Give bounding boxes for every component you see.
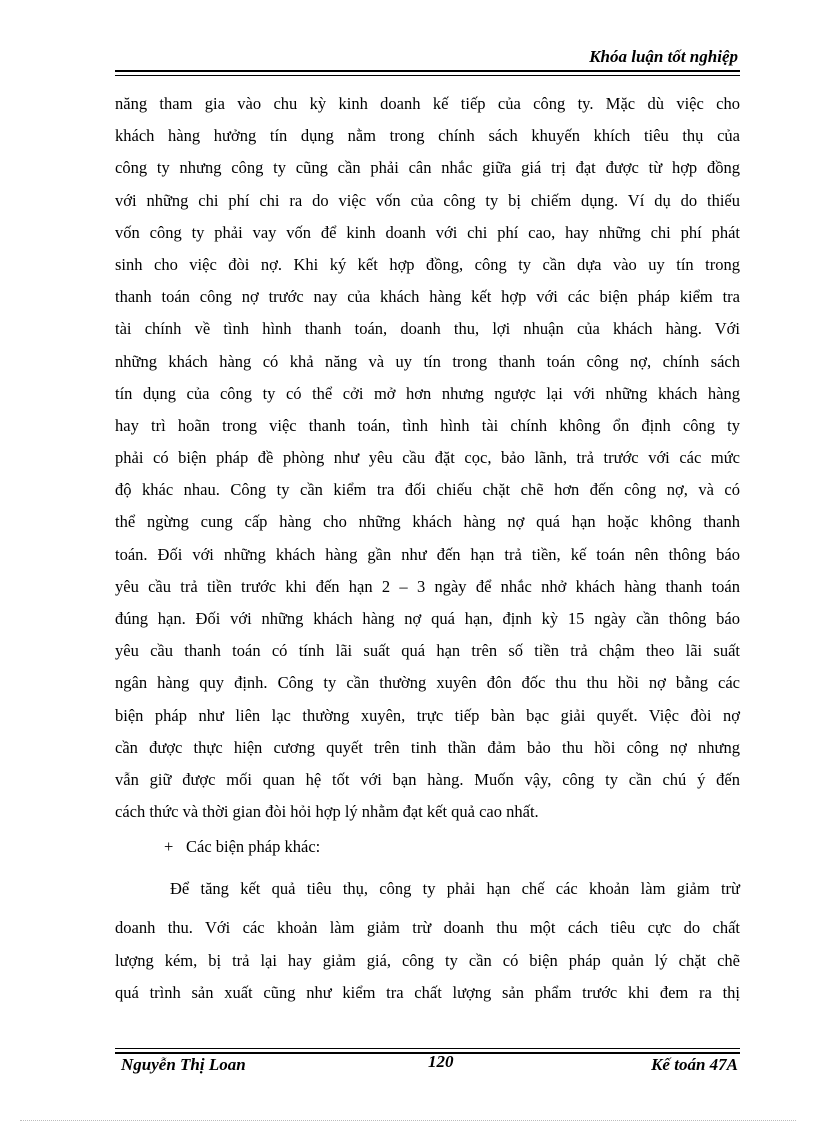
- text-line: năng tham gia vào chu kỳ kinh doanh kế tiếp của công ty. Mặc dù việc cho: [115, 94, 740, 113]
- text-line: Để tăng kết quả tiêu thụ, công ty phải hạn chế các khoản làm giảm trừ: [170, 879, 740, 899]
- text-line: yêu cầu trả tiền trước khi đến hạn 2 – 3 ngày để nhắc nhở khách hàng thanh toán: [115, 576, 740, 596]
- page-edge-divider: [20, 1120, 796, 1121]
- text-line: quá trình sản xuất cũng như kiểm tra chất lượng sản phẩm trước khi đem ra thị: [115, 982, 740, 1002]
- text-line: cách thức và thời gian đòi hỏi hợp lý nhằm đạt kết quả cao nhất.: [115, 802, 539, 822]
- page-footer: [115, 1053, 738, 1079]
- text-line: vốn công ty phải vay vốn để kinh doanh với chi phí cao, hay những chi phí phát: [115, 222, 740, 242]
- text-line: khách hàng hưởng tín dụng nằm trong chính sách khuyến khích tiêu thụ của: [115, 126, 740, 146]
- header-title: Khóa luận tốt nghiệp: [589, 47, 738, 66]
- text-line: tài chính về tình hình thanh toán, doanh thu, lợi nhuận của khách hàng. Với: [115, 319, 740, 339]
- text-line: lượng kém, bị trả lại hay giảm giá, công ty cần có biện pháp quản lý chặt chẽ: [115, 950, 740, 970]
- text-line: ngân hàng quy định. Công ty cần thường xuyên đôn đốc thu thu hồi nợ bằng các: [115, 673, 740, 693]
- bullet-text: Các biện pháp khác:: [186, 837, 321, 857]
- text-line: cần được thực hiện cương quyết trên tinh thần đảm bảo thu hồi công nợ nhưng: [115, 737, 740, 757]
- bullet-item: [115, 828, 740, 866]
- text-line: doanh thu. Với các khoản làm giảm trừ doanh thu một cách tiêu cực do chất: [115, 918, 740, 938]
- text-line: công ty nhưng công ty cũng cần phải cân nhắc giữa giá trị đạt được từ hợp đồng: [115, 158, 740, 178]
- text-line: thanh toán công nợ trước nay của khách hàng kết hợp với các biện pháp kiểm tra: [115, 287, 740, 307]
- text-line: yêu cầu thanh toán có tính lãi suất quá hạn trên số tiền trả chậm theo lãi suất: [115, 641, 740, 661]
- text-line: tín dụng của công ty có thể cởi mở hơn nhưng ngược lại với những khách hàng: [115, 383, 740, 403]
- footer-class: Kế toán 47A: [651, 1055, 738, 1074]
- footer-author: Nguyễn Thị Loan: [121, 1055, 246, 1074]
- footer-rule-thin: [115, 1048, 740, 1049]
- text-line: đúng hạn. Đối với những khách hàng nợ quá hạn, định kỳ 15 ngày cần thông báo: [115, 609, 740, 628]
- body-text: [115, 88, 740, 1009]
- text-line: những khách hàng có khả năng và uy tín trong thanh toán công nợ, chính sách: [115, 351, 740, 371]
- header-rule: [115, 70, 740, 72]
- page-number: 120: [428, 1052, 454, 1071]
- header-rule-thin: [115, 75, 740, 76]
- text-line: hay trì hoãn trong việc thanh toán, tình hình tài chính không ổn định công ty: [115, 415, 740, 435]
- text-line: phải có biện pháp đề phòng như yêu cầu đặt cọc, bảo lãnh, trả trước với các mức: [115, 448, 740, 468]
- text-line: sinh cho việc đòi nợ. Khi ký kết hợp đồng, công ty cần dựa vào uy tín trong: [115, 254, 740, 274]
- text-line: độ khác nhau. Công ty cần kiểm tra đối chiếu chặt chẽ hơn đến công nợ, và có: [115, 480, 740, 500]
- text-line: thể ngừng cung cấp hàng cho những khách hàng nợ quá hạn hoặc không thanh: [115, 512, 740, 532]
- text-line: với những chi phí chi ra do việc vốn của công ty bị chiếm dụng. Ví dụ do thiếu: [115, 190, 740, 210]
- text-line: vẫn giữ được mối quan hệ tốt với bạn hàng. Muốn vậy, công ty cần chú ý đến: [115, 769, 740, 789]
- plus-bullet-icon: +: [164, 837, 174, 857]
- text-line: biện pháp như liên lạc thường xuyên, trực tiếp bàn bạc giải quyết. Việc đòi nợ: [115, 705, 740, 725]
- text-line: toán. Đối với những khách hàng gần như đến hạn trả tiền, kế toán nên thông báo: [115, 544, 740, 564]
